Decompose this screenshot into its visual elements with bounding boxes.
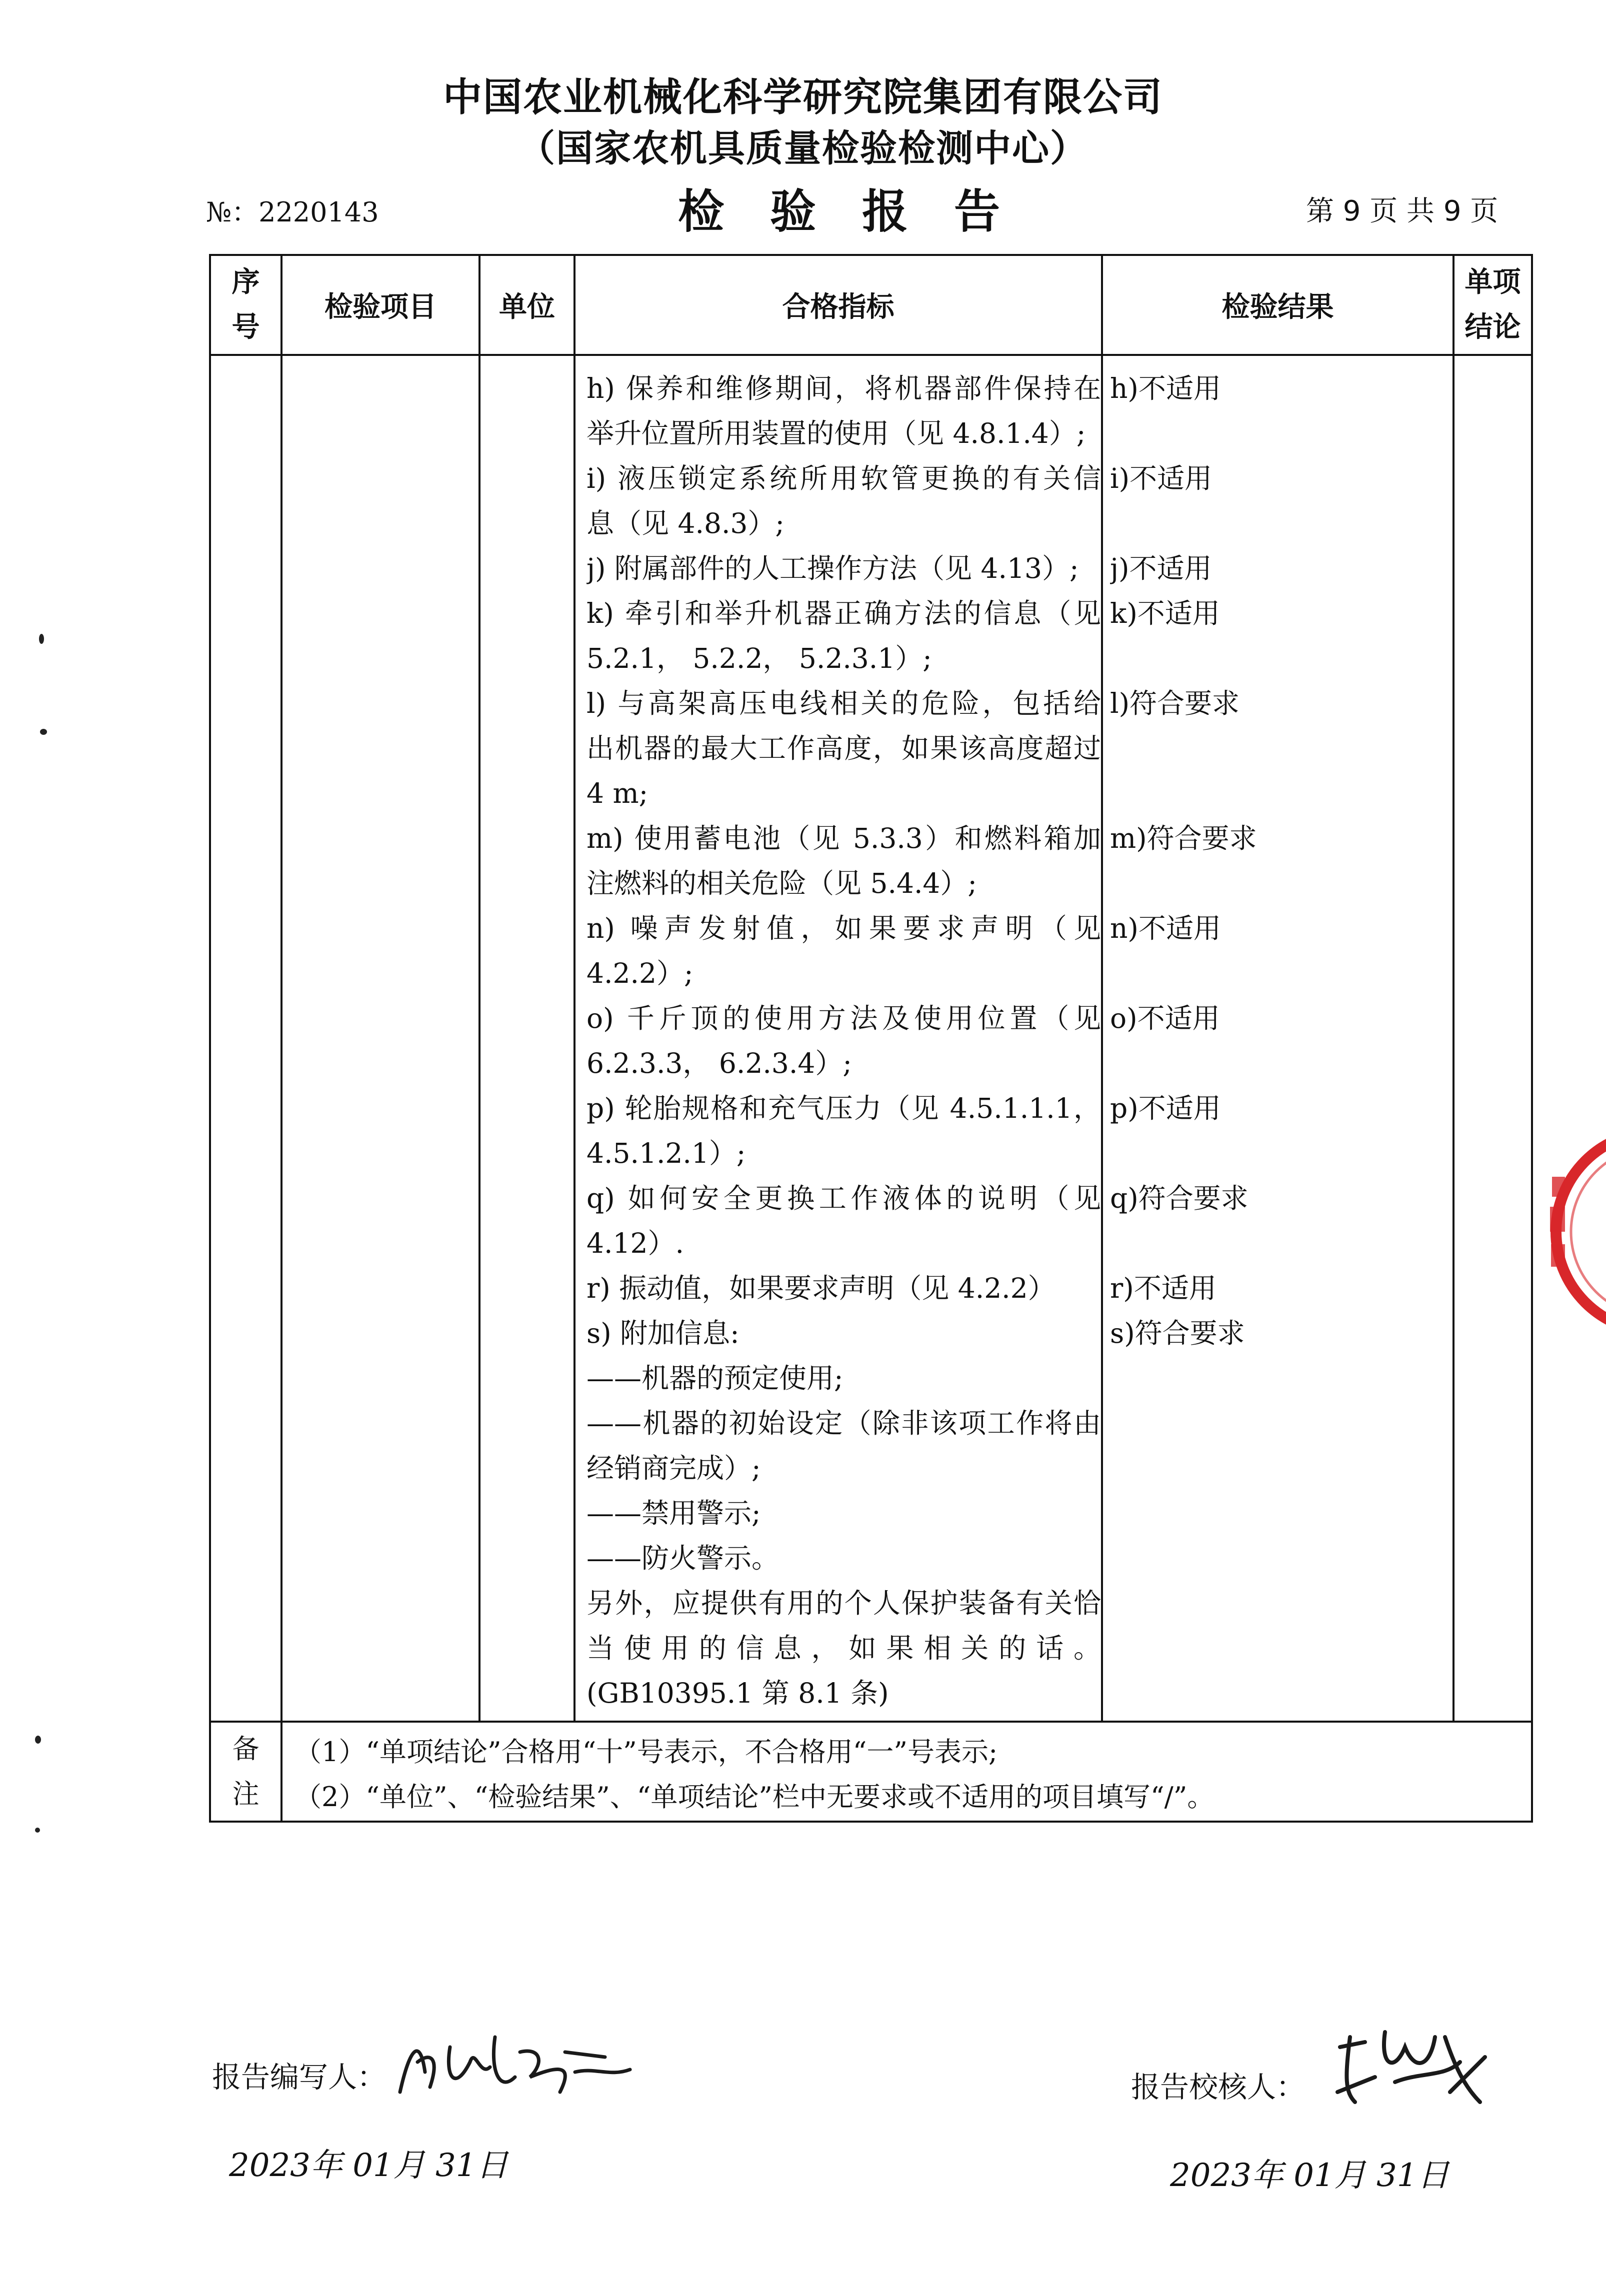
criteria-line: ——机器的初始设定（除非该项工作将由 <box>586 1407 1101 1439</box>
result-line: s)符合要求 <box>1110 1317 1245 1349</box>
criteria-line: l) 与高架高压电线相关的危险，包括给 <box>586 687 1101 719</box>
criteria-line: 6.2.3.3， 6.2.3.4）; <box>586 1047 852 1079</box>
report-title: 检验报告 <box>678 185 1046 238</box>
criteria-line: ——禁用警示; <box>586 1497 761 1529</box>
result-line: m)符合要求 <box>1110 822 1257 854</box>
criteria-line: 注燃料的相关危险（见 5.4.4）; <box>586 867 977 899</box>
criteria-line: 经销商完成）; <box>586 1452 761 1484</box>
unit-cell <box>480 355 574 1722</box>
criteria-line: r) 振动值，如果要求声明（见 4.2.2） <box>586 1272 1056 1304</box>
result-cell <box>1102 355 1454 1722</box>
criteria-line: 4.2.2）; <box>586 957 694 989</box>
red-seal-icon <box>1541 1117 1606 1347</box>
result-line: j)不适用 <box>1110 552 1212 584</box>
org-subname: （国家农机具质量检验检测中心） <box>518 127 1088 170</box>
result-line: r)不适用 <box>1110 1272 1216 1304</box>
header-unit: 单位 <box>480 255 574 355</box>
reviewer-label: 报告校核人： <box>1131 2070 1306 2104</box>
criteria-line: k) 牵引和举升机器正确方法的信息（见 <box>586 597 1101 629</box>
criteria-line: i) 液压锁定系统所用软管更换的有关信 <box>586 462 1101 494</box>
result-line: k)不适用 <box>1110 597 1220 629</box>
notes-content <box>282 1722 1532 1822</box>
header-item: 检验项目 <box>282 255 480 355</box>
report-number: №：2220143 <box>206 196 379 228</box>
scan-mark <box>40 729 47 735</box>
criteria-line: j) 附属部件的人工操作方法（见 4.13）; <box>586 552 1079 584</box>
criteria-line: q) 如何安全更换工作液体的说明（见 <box>586 1182 1101 1214</box>
criteria-line: m) 使用蓄电池（见 5.3.3）和燃料箱加 <box>586 822 1101 854</box>
criteria-line: n) 噪声发射值，如果要求声明（见 <box>586 912 1101 944</box>
result-line: p)不适用 <box>1110 1092 1221 1124</box>
criteria-line: s) 附加信息: <box>586 1317 740 1349</box>
criteria-line: 5.2.1， 5.2.2， 5.2.3.1）; <box>586 642 932 674</box>
note-line-2: （2）“单位”、“检验结果”、“单项结论”栏中无要求或不适用的项目填写“/”。 <box>294 1781 1214 1813</box>
criteria-line: (GB10395.1 第 8.1 条) <box>586 1677 889 1709</box>
writer-signature-icon <box>395 2017 635 2107</box>
table-header-row <box>210 255 1532 355</box>
inspection-table <box>209 254 1533 1823</box>
criteria-line: ——机器的预定使用; <box>586 1362 844 1394</box>
criteria-line: 出机器的最大工作高度，如果该高度超过 <box>586 732 1101 764</box>
notes-row <box>210 1722 1532 1822</box>
criteria-line: 4 m; <box>586 777 648 809</box>
criteria-cell <box>574 355 1102 1722</box>
criteria-line: 4.5.1.2.1）; <box>586 1137 746 1169</box>
result-line: n)不适用 <box>1110 912 1221 944</box>
criteria-line: p) 轮胎规格和充气压力（见 4.5.1.1.1， <box>586 1092 1101 1124</box>
criteria-line: o) 千斤顶的使用方法及使用位置（见 <box>586 1002 1101 1034</box>
writer-label: 报告编写人： <box>212 2060 386 2094</box>
note-line-1: （1）“单项结论”合格用“十”号表示，不合格用“一”号表示; <box>294 1736 998 1768</box>
header-seq: 序号 <box>210 255 282 355</box>
result-line: q)符合要求 <box>1110 1182 1248 1214</box>
criteria-line: 4.12）. <box>586 1227 684 1259</box>
criteria-line: ——防火警示。 <box>586 1542 780 1574</box>
scan-mark <box>39 634 44 644</box>
header-conclusion: 单项结论 <box>1454 255 1532 355</box>
scan-mark <box>35 1736 41 1744</box>
conclusion-cell <box>1454 355 1532 1722</box>
result-line: i)不适用 <box>1110 462 1212 494</box>
org-name: 中国农业机械化科学研究院集团有限公司 <box>442 75 1163 120</box>
criteria-line: 息（见 4.8.3）; <box>586 507 784 539</box>
criteria-line: 举升位置所用装置的使用（见 4.8.1.4）; <box>586 417 1086 449</box>
result-line: h)不适用 <box>1110 372 1221 404</box>
criteria-line: h) 保养和维修期间，将机器部件保持在 <box>586 372 1101 404</box>
item-cell <box>282 355 480 1722</box>
scan-mark <box>35 1828 40 1833</box>
header-criteria: 合格指标 <box>574 255 1102 355</box>
result-line: l)符合要求 <box>1110 687 1240 719</box>
criteria-line: 当使用的信息，如果相关的话。 <box>586 1632 1101 1664</box>
table-row <box>210 355 1532 1722</box>
seq-cell <box>210 355 282 1722</box>
reviewer-signature-icon <box>1330 2017 1490 2112</box>
page-indicator: 第 9 页 共 9 页 <box>1306 195 1498 227</box>
reviewer-date: 2023年 01月 31日 <box>1170 2157 1450 2194</box>
header-result: 检验结果 <box>1102 255 1454 355</box>
notes-label: 备 注 <box>210 1722 282 1822</box>
criteria-line: 另外，应提供有用的个人保护装备有关恰 <box>586 1587 1101 1619</box>
writer-date: 2023年 01月 31日 <box>229 2147 508 2184</box>
result-line: o)不适用 <box>1110 1002 1220 1034</box>
